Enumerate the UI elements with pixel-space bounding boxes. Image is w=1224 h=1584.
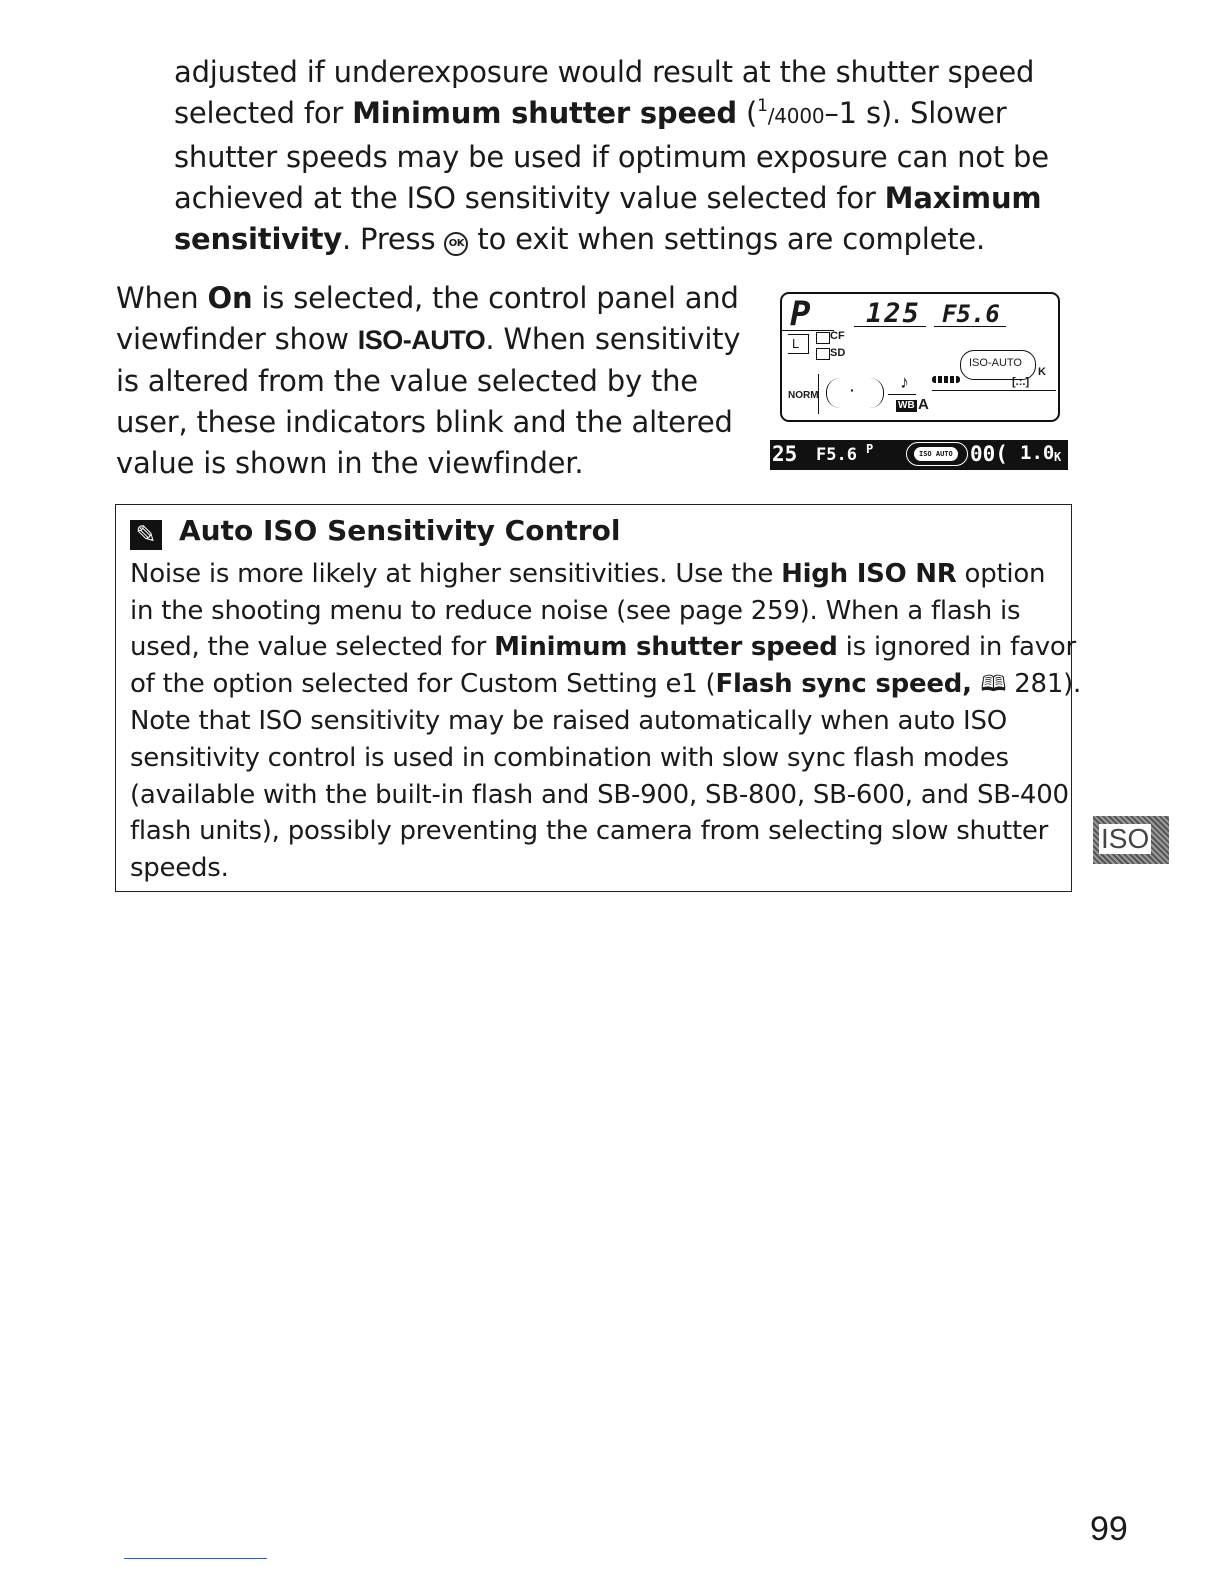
panel-mode: P	[790, 294, 811, 334]
term-iso-auto: ISO-AUTO	[357, 325, 486, 355]
intro-paragraph: adjusted if underexposure would result at the shutter speed selected for Minimum shutter speed ($^1$/4000–1 s). Slower shutter speeds may be used if optimum exposure can not be achieved at the ISO sensitivity value selected for Maximum sensitivity. Press OK to exit when settings are complete.	[174, 55, 1049, 256]
iso-auto-indicator: ISO-AUTO	[960, 350, 1036, 380]
page-reference-link[interactable]: 281	[1014, 668, 1064, 699]
term-minimum-shutter-speed-note: Minimum shutter speed	[494, 632, 838, 663]
viewfinder-display: 25 F5.6 P ISO AUTO 00( 1.0 K	[770, 440, 1068, 470]
note-box	[115, 504, 1082, 892]
term-on: On	[207, 281, 253, 315]
term-high-iso-nr: High ISO NR	[781, 559, 957, 589]
sd-card-icon	[816, 348, 830, 360]
cf-card-icon	[816, 332, 830, 344]
page-number: 99	[1090, 1510, 1128, 1548]
iso-auto-paragraph: When On is selected, the control panel and viewfinder show ISO-AUTO. When sensitivity is altered from the value selected by the user, these indicators blink and the altered value is shown in the viewfinder.	[116, 281, 741, 480]
control-panel-illustration: P 125 F5.6 L CF SD NORM · ♪ WB A ISO-AUTO K [.:.]	[780, 292, 1060, 422]
vf-count: 1.0	[1020, 442, 1055, 464]
vf-iso-auto-indicator: ISO AUTO	[906, 442, 968, 466]
battery-icon	[932, 376, 960, 383]
term-flash-sync-speed: Flash sync speed	[715, 668, 963, 699]
frames-bracket	[826, 378, 884, 408]
vf-shutter: 25	[772, 442, 798, 466]
beep-icon: ♪	[900, 372, 909, 392]
term-maximum: Maximum	[884, 181, 1042, 215]
term-minimum-shutter-speed: Minimum shutter speed	[352, 96, 737, 130]
panel-norm: NORM	[788, 390, 819, 401]
wb-icon: WB	[898, 400, 915, 411]
book-reference-icon: 🕮	[980, 671, 1007, 697]
panel-aperture: F5.6	[942, 300, 1000, 328]
iso-tab-label: ISO	[1101, 823, 1150, 854]
note-title: Auto ISO Sensitivity Control	[179, 514, 621, 547]
vf-mode: P	[866, 442, 874, 456]
vf-aperture: F5.6	[816, 445, 857, 465]
note-body: Noise is more likely at higher sensitivities. Use the High ISO NR option in the shooting menu to reduce noise (see page 259). When a flash is used, the value selected for Minimum shutter speed is ignored in favor of the option selected for Custom Setting e1 (Flash sync speed, 🕮 281). Note that ISO sensitivity may be raised automatically when auto ISO sensitivity control is used in combination with slow sync flash modes (available with the built-in flash and SB-900, SB-800, SB-600, and SB-400 flash units), possibly preventing the camera from selecting slow shutter speeds.	[130, 559, 1082, 883]
panel-image-size: L	[792, 336, 800, 351]
pencil-note-icon: ✎	[130, 520, 162, 550]
iso-section-tab[interactable]	[1093, 816, 1169, 864]
panel-shutter: 125	[866, 298, 921, 329]
term-sensitivity: sensitivity	[174, 222, 342, 256]
ok-button-icon: OK	[444, 232, 468, 256]
vf-frames: 00(	[970, 442, 1008, 466]
footer-rule	[124, 1558, 267, 1559]
